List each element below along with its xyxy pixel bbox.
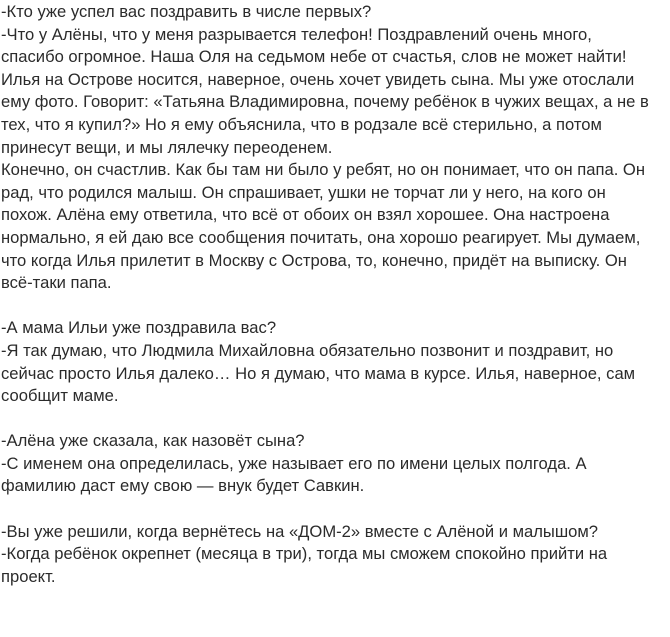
text-line: ему фото. Говорит: «Татьяна Владимировна, почему ребёнок в чужих вещах, а не в: [1, 92, 649, 112]
text-line: что когда Илья прилетит в Москву с Острова, то, конечно, придёт на выписку. Он: [1, 250, 627, 270]
text-line: принесут вещи, и мы лялечку переоденем.: [1, 137, 333, 157]
blank-line: [1, 295, 670, 318]
text-line: фамилию даст ему свою — внук будет Савкин.: [1, 476, 365, 496]
text-line: проект.: [1, 566, 56, 586]
text-line: спасибо огромное. Наша Оля на седьмом небе от счастья, слов не может найти!: [1, 47, 627, 67]
text-line: тех, что я купил?» Но я ему объяснила, что в родзале всё стерильно, а потом: [1, 114, 602, 134]
text-line: -А мама Ильи уже поздравила вас?: [1, 318, 277, 338]
blank-line: [1, 408, 670, 431]
text-line: Илья на Острове носится, наверное, очень хочет увидеть сына. Мы уже отослали: [1, 69, 635, 89]
text-line: сейчас просто Илья далеко… Но я думаю, что мама в курсе. Илья, наверное, сам: [1, 363, 636, 383]
text-line: -Что у Алёны, что у меня разрывается телефон! Поздравлений очень много,: [1, 24, 592, 44]
text-line: всё-таки папа.: [1, 273, 112, 293]
text-line: нормально, я ей даю все сообщения почитать, она хорошо реагирует. Мы думаем,: [1, 227, 641, 247]
text-line: -Кто уже успел вас поздравить в числе первых?: [1, 2, 372, 21]
text-line: Конечно, он счастлив. Как бы там ни было у ребят, но он понимает, что он папа. Он: [1, 160, 646, 180]
text-line: -Когда ребёнок окрепнет (месяца в три), тогда мы сможем спокойно прийти на: [1, 544, 608, 564]
text-line: -Я так думаю, что Людмила Михайловна обязательно позвонит и поздравит, но: [1, 340, 614, 360]
text-line: -Вы уже решили, когда вернётесь на «ДОМ-2» вместе с Алёной и малышом?: [1, 521, 599, 541]
blank-line: [1, 498, 670, 521]
text-line: похож. Алёна ему ответила, что всё от обоих он взял хорошее. Она настроена: [1, 205, 610, 225]
text-line: -Алёна уже сказала, как назовёт сына?: [1, 431, 305, 451]
text-line: рад, что родился малыш. Он спрашивает, ушки не торчат ли у него, на кого он: [1, 182, 606, 202]
text-line: -С именем она определилась, уже называет его по имени целых полгода. А: [1, 453, 587, 473]
text-line: сообщит маме.: [1, 386, 119, 406]
